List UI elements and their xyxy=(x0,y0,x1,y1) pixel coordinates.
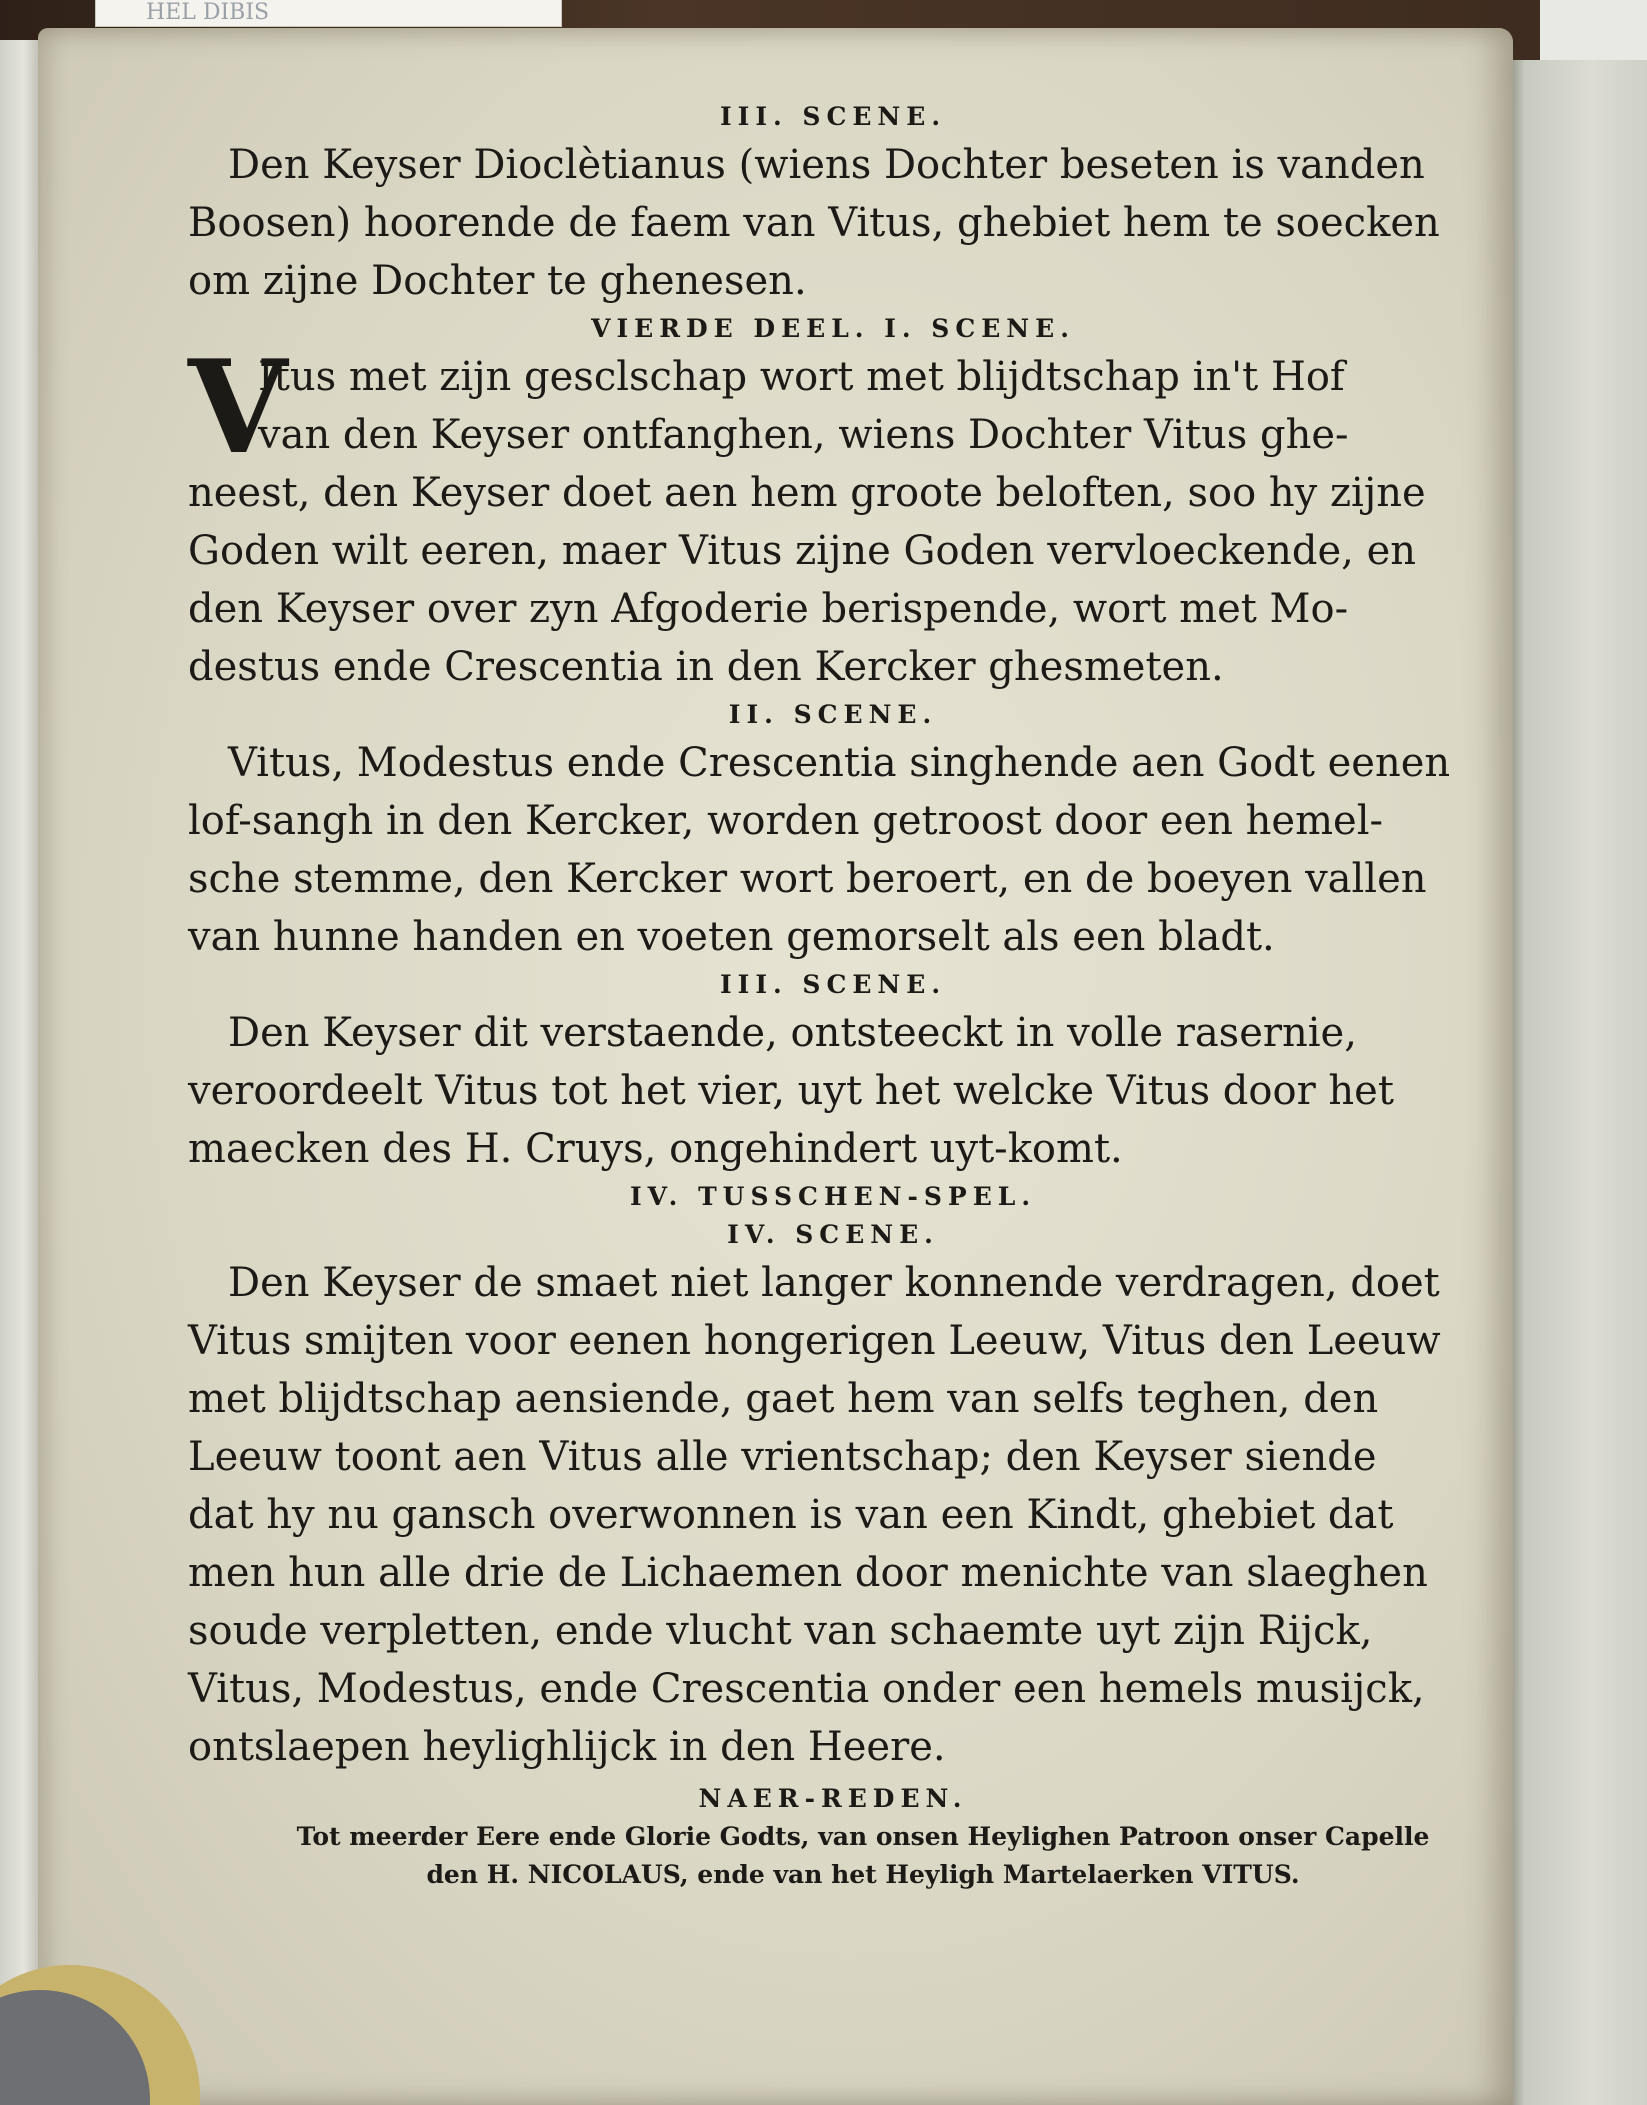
paragraph-1 xyxy=(188,136,1538,310)
scene-heading: II. SCENE. xyxy=(728,700,938,729)
text-line: van hunne handen en voeten gemorselt als een bladt. xyxy=(188,914,1275,960)
text-line: Den Keyser dit verstaende, ontsteeckt in volle rasernie, xyxy=(228,1010,1357,1056)
paragraph-4 xyxy=(188,1004,1538,1178)
text-line: men hun alle drie de Lichaemen door menichte van slaeghen xyxy=(188,1550,1428,1596)
paragraph-3 xyxy=(188,734,1538,966)
left-page-edge xyxy=(0,40,40,2105)
paragraph-5 xyxy=(188,1254,1538,1776)
interlude-heading: IV. TUSSCHEN-SPEL. xyxy=(629,1182,1037,1211)
text-line: Boosen) hoorende de faem van Vitus, ghebiet hem te soecken xyxy=(188,200,1440,246)
text-line: neest, den Keyser doet aen hem groote beloften, soo hy zijne xyxy=(188,470,1426,516)
text-line: met blijdtschap aensiende, gaet hem van selfs teghen, den xyxy=(188,1376,1379,1422)
text-line: van den Keyser ontfanghen, wiens Dochter Vitus ghe- xyxy=(258,412,1349,458)
epilogue-heading: NAER-REDEN. xyxy=(698,1784,968,1813)
page-text xyxy=(188,98,1538,1894)
paragraph-2 xyxy=(188,333,1538,696)
text-line: ontslaepen heylighlijck in den Heere. xyxy=(188,1724,946,1770)
text-line: maecken des H. Cruys, ongehindert uyt-komt. xyxy=(188,1126,1123,1172)
text-line: om zijne Dochter te ghenesen. xyxy=(188,258,807,304)
text-line: dat hy nu gansch overwonnen is van een Kindt, ghebiet dat xyxy=(188,1492,1394,1538)
text-line: veroordeelt Vitus tot het vier, uyt het welcke Vitus door het xyxy=(188,1068,1394,1114)
text-line: destus ende Crescentia in den Kercker ghesmeten. xyxy=(188,644,1224,690)
text-line: soude verpletten, ende vlucht van schaemte uyt zijn Rijck, xyxy=(188,1608,1373,1654)
text-line: Leeuw toont aen Vitus alle vrientschap; den Keyser siende xyxy=(188,1434,1377,1480)
text-line: Vitus, Modestus ende Crescentia singhende aen Godt eenen xyxy=(228,740,1451,786)
dedication-line: Tot meerder Eere ende Glorie Godts, van onsen Heylighen Patroon onser Capelle xyxy=(296,1822,1430,1851)
text-line: Vitus smijten voor eenen hongerigen Leeuw, Vitus den Leeuw xyxy=(188,1318,1441,1364)
text-line: Goden wilt eeren, maer Vitus zijne Goden vervloeckende, en xyxy=(188,528,1417,574)
text-line: Den Keyser de smaet niet langer konnende verdragen, doet xyxy=(228,1260,1440,1306)
text-line: sche stemme, den Kercker wort beroert, en de boeyen vallen xyxy=(188,856,1427,902)
label-slip: HEL DIBIS xyxy=(95,0,562,27)
part-heading: VIERDE DEEL. I. SCENE. xyxy=(591,314,1075,343)
scene-heading: IV. SCENE. xyxy=(727,1220,939,1249)
text-line: lof-sangh in den Kercker, worden getroost door een hemel- xyxy=(188,798,1383,844)
dedication-line: den H. NICOLAUS, ende van het Heyligh Martelaerken VITUS. xyxy=(426,1860,1300,1889)
text-line: Vitus, Modestus, ende Crescentia onder een hemels musijck, xyxy=(188,1666,1425,1712)
text-line: den Keyser over zyn Afgoderie berispende, wort met Mo- xyxy=(188,586,1349,632)
text-line: Itus met zijn gesclschap wort met blijdtschap in't Hof xyxy=(258,354,1345,400)
text-line: Den Keyser Dioclètianus (wiens Dochter beseten is vanden xyxy=(228,142,1425,188)
book-page xyxy=(38,28,1513,2105)
drop-cap: V xyxy=(188,333,288,483)
scene-heading: III. SCENE. xyxy=(719,102,947,131)
scene-heading: III. SCENE. xyxy=(719,970,947,999)
